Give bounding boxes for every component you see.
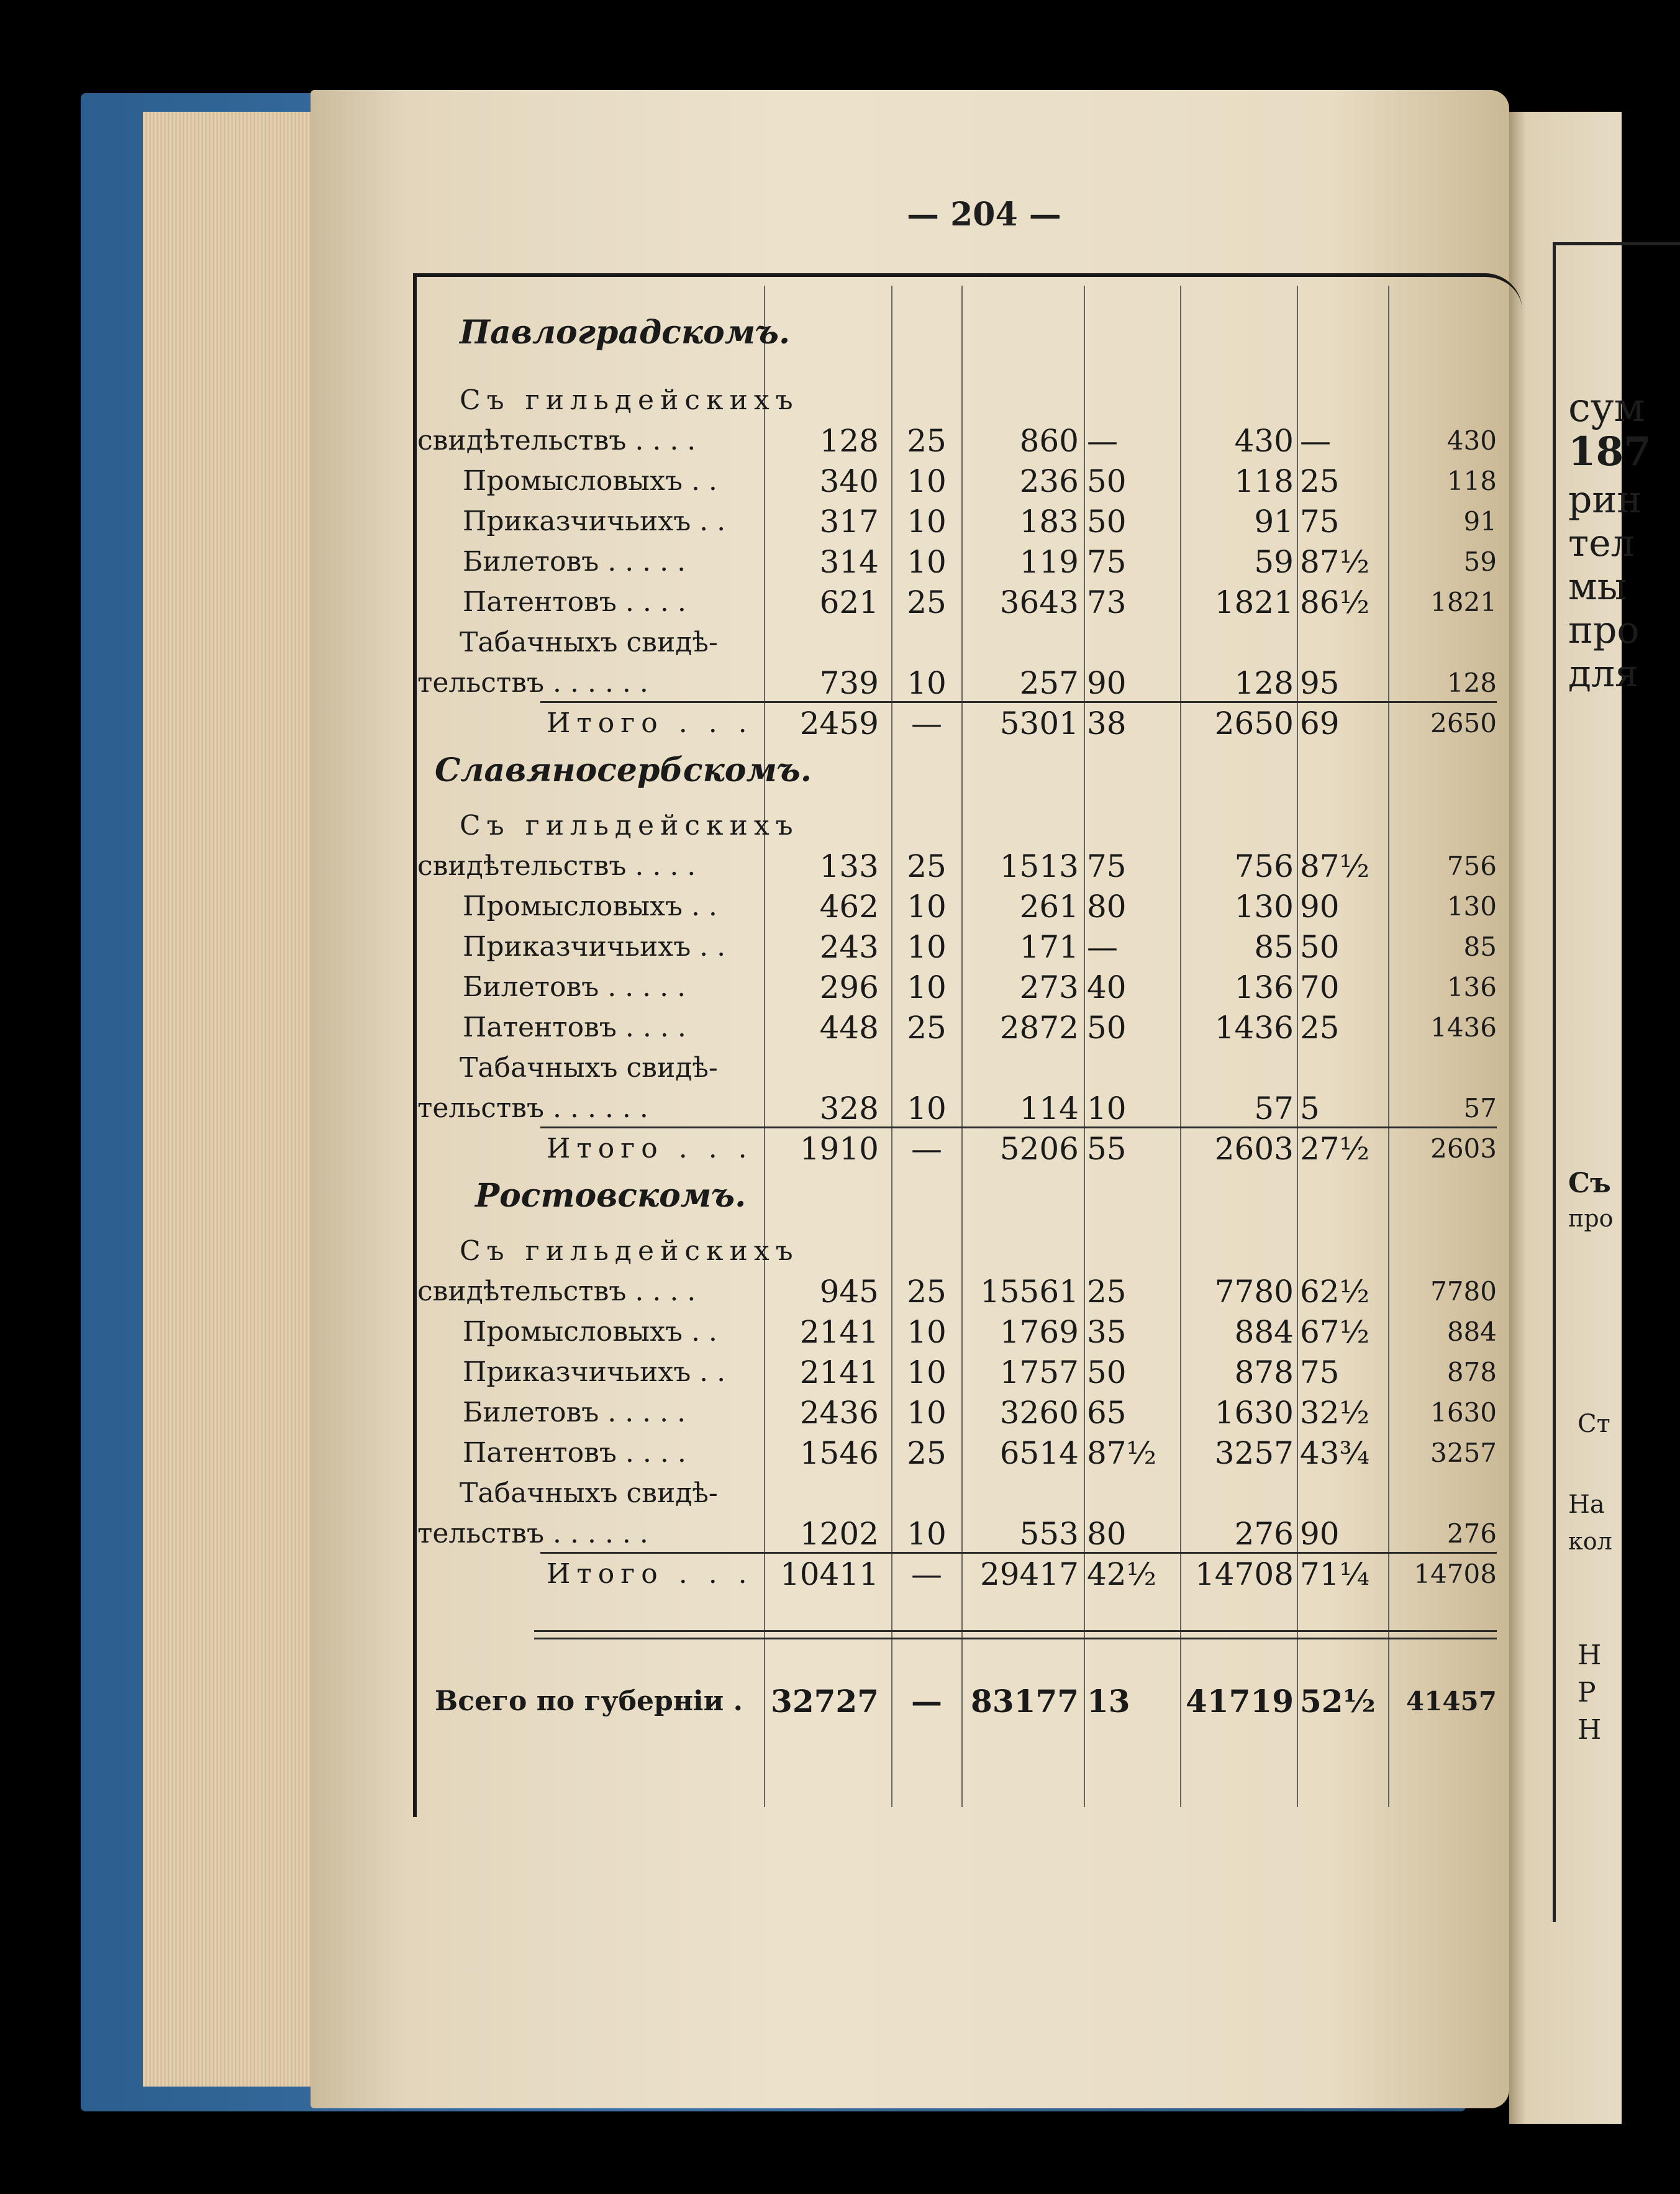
table-cell: — [1300, 423, 1331, 459]
facing-fragment: сум [1568, 385, 1645, 431]
table-cell: 10 [907, 1090, 947, 1126]
facing-fragment: рин [1568, 478, 1642, 522]
table-cell: 86½ [1300, 584, 1370, 620]
table-cell: 13 [1087, 1683, 1130, 1720]
table-cell: 878 [1446, 1357, 1497, 1387]
table-cell: 878 [1234, 1354, 1294, 1390]
table-cell: 328 [819, 1090, 879, 1126]
table-cell: 1910 [799, 1131, 879, 1167]
table-cell: 136 [1234, 969, 1294, 1005]
table-cell: 2650 [1430, 708, 1497, 738]
table-cell: 83177 [971, 1683, 1079, 1720]
facing-fragment: про [1568, 1205, 1614, 1232]
table-cell: 171 [1019, 929, 1079, 965]
table-cell: 67½ [1300, 1314, 1370, 1350]
table-row [0, 1009, 1622, 1046]
table-cell: 340 [819, 463, 879, 499]
table-cell: 85 [1254, 929, 1294, 965]
table-cell: 75 [1300, 504, 1340, 540]
table-cell: 1630 [1214, 1395, 1294, 1431]
table-cell: 430 [1446, 425, 1497, 456]
table-cell: 80 [1087, 889, 1127, 925]
table-cell: 1821 [1214, 584, 1294, 620]
table-cell: 621 [819, 584, 879, 620]
table-cell: 57 [1463, 1093, 1497, 1123]
table-cell: 90 [1087, 665, 1127, 701]
facing-fragment: мы [1568, 565, 1627, 609]
table-cell: 25 [907, 423, 947, 459]
table-cell: 2141 [799, 1314, 879, 1350]
row-label: Итого . . . [547, 1133, 753, 1164]
table-cell: 25 [907, 584, 947, 620]
table-cell: 5206 [999, 1131, 1079, 1167]
table-cell: 75 [1087, 848, 1127, 884]
table-row [0, 584, 1622, 621]
row-label: Приказчичьихъ . . [463, 931, 726, 963]
table-row [0, 928, 1622, 966]
table-cell: 1436 [1430, 1012, 1497, 1043]
table-row [0, 1435, 1622, 1472]
total-row [0, 1130, 1622, 1167]
table-cell: 10 [907, 889, 947, 925]
row-label: свидѣтельствъ . . . . [417, 425, 696, 456]
table-cell: 296 [819, 969, 879, 1005]
facing-fragment: для [1568, 652, 1638, 696]
table-cell: 10 [907, 1516, 947, 1552]
table-cell: 38 [1087, 705, 1127, 741]
table-cell: 945 [819, 1274, 879, 1310]
table-cell: 50 [1087, 1354, 1127, 1390]
table-cell: 80 [1087, 1516, 1127, 1552]
table-cell: 1769 [999, 1314, 1079, 1350]
table-cell: 10 [907, 1314, 947, 1350]
table-row [0, 848, 1622, 885]
table-cell: 25 [1087, 1274, 1127, 1310]
row-label: Билетовъ . . . . . [463, 1397, 686, 1428]
table-cell: 70 [1300, 969, 1340, 1005]
table-cell: 236 [1019, 463, 1079, 499]
table-cell: 448 [819, 1010, 879, 1046]
table-cell: 118 [1446, 466, 1497, 496]
table-cell: 756 [1446, 851, 1497, 881]
table-cell: 27½ [1300, 1131, 1370, 1167]
table-row [0, 1233, 1622, 1270]
table-row [0, 969, 1622, 1006]
table-cell: 10 [907, 463, 947, 499]
table-cell: 73 [1087, 584, 1127, 620]
table-row [0, 624, 1622, 661]
table-cell: 183 [1019, 504, 1079, 540]
table-cell: 40 [1087, 969, 1127, 1005]
facing-fragment: На [1568, 1490, 1605, 1519]
grand-total-rule [534, 1630, 1497, 1632]
table-cell: 25 [1300, 1010, 1340, 1046]
table-cell: 32½ [1300, 1395, 1370, 1431]
table-cell: 10 [907, 929, 947, 965]
total-rule [540, 1552, 1497, 1554]
table-row [0, 1273, 1622, 1310]
row-label: Табачныхъ свидѣ- [460, 627, 718, 658]
row-label: Итого . . . [547, 1558, 753, 1590]
table-cell: 6514 [999, 1435, 1079, 1471]
row-label: Всего по губерніи . [435, 1685, 743, 1717]
table-cell: 3643 [999, 584, 1079, 620]
table-cell: 87½ [1300, 848, 1370, 884]
row-label: свидѣтельствъ . . . . [417, 1276, 696, 1307]
table-cell: 65 [1087, 1395, 1127, 1431]
row-label: Съ гильдейскихъ [460, 810, 799, 841]
facing-fragment: Р [1578, 1677, 1596, 1708]
row-label: Патентовъ . . . . [463, 586, 686, 618]
facing-fragment: кол [1568, 1528, 1612, 1555]
table-cell: 7780 [1430, 1276, 1497, 1307]
row-label: Патентовъ . . . . [463, 1012, 686, 1043]
table-cell: 1630 [1430, 1397, 1497, 1428]
section-title: Славяносербскомъ. [435, 751, 812, 789]
table-cell: 75 [1300, 1354, 1340, 1390]
table-cell: 133 [819, 848, 879, 884]
table-cell: 2141 [799, 1354, 879, 1390]
table-cell: 87½ [1300, 544, 1370, 580]
table-cell: 130 [1446, 891, 1497, 922]
table-row [0, 1313, 1622, 1351]
table-cell: 128 [1446, 668, 1497, 698]
table-cell: 10 [907, 504, 947, 540]
table-row [0, 1090, 1622, 1127]
table-cell: — [1087, 929, 1118, 965]
table-cell: 25 [1300, 463, 1340, 499]
table-cell: 41719 [1186, 1683, 1294, 1720]
table-cell: — [1087, 423, 1118, 459]
table-cell: 860 [1019, 423, 1079, 459]
table-row [0, 382, 1622, 419]
table-row [0, 1515, 1622, 1553]
row-label: Промысловыхъ . . [463, 891, 717, 922]
facing-fragment: Съ [1568, 1167, 1611, 1199]
table-cell: 756 [1234, 848, 1294, 884]
table-cell: 118 [1234, 463, 1294, 499]
table-row [0, 664, 1622, 702]
table-cell: 7780 [1214, 1274, 1294, 1310]
table-cell: 14708 [1194, 1556, 1294, 1592]
facing-fragment: Н [1578, 1639, 1602, 1671]
table-row [0, 543, 1622, 581]
row-label: Промысловыхъ . . [463, 1316, 717, 1348]
facing-fragment: про [1568, 609, 1640, 652]
table-cell: 50 [1087, 504, 1127, 540]
table-cell: 42½ [1087, 1556, 1157, 1592]
table-cell: 50 [1300, 929, 1340, 965]
table-cell: 15561 [979, 1274, 1079, 1310]
table-cell: 10411 [779, 1556, 879, 1592]
table-cell: 3260 [999, 1395, 1079, 1431]
table-cell: 25 [907, 1274, 947, 1310]
table-cell: 35 [1087, 1314, 1127, 1350]
table-cell: 2872 [999, 1010, 1079, 1046]
facing-fragment: Ст [1578, 1410, 1610, 1438]
table-cell: 14708 [1414, 1559, 1497, 1589]
table-cell: 69 [1300, 705, 1340, 741]
table-cell: 1821 [1430, 587, 1497, 617]
row-label: Патентовъ . . . . [463, 1437, 686, 1469]
row-label: тельствъ . . . . . . [417, 667, 648, 699]
table-cell: 2459 [799, 705, 879, 741]
row-label: Табачныхъ свидѣ- [460, 1477, 718, 1509]
row-label: Приказчичьихъ . . [463, 1356, 726, 1388]
table-row [0, 503, 1622, 540]
table-cell: 29417 [979, 1556, 1079, 1592]
table-cell: 2650 [1214, 705, 1294, 741]
table-cell: 1202 [799, 1516, 879, 1552]
table-cell: 276 [1446, 1518, 1497, 1549]
table-cell: 1513 [999, 848, 1079, 884]
row-label: Табачныхъ свидѣ- [460, 1052, 718, 1084]
facing-fragment: Н [1578, 1714, 1602, 1746]
table-cell: 59 [1463, 546, 1497, 577]
row-label: Приказчичьихъ . . [463, 505, 726, 537]
table-cell: 317 [819, 504, 879, 540]
table-row [0, 807, 1622, 845]
table-cell: 243 [819, 929, 879, 965]
table-cell: 91 [1463, 506, 1497, 537]
section-title: Павлоградскомъ. [460, 314, 791, 351]
table-cell: 25 [907, 848, 947, 884]
table-cell: 71¼ [1300, 1556, 1370, 1592]
table-cell: 2436 [799, 1395, 879, 1431]
table-cell: 55 [1087, 1131, 1127, 1167]
row-label: свидѣтельствъ . . . . [417, 850, 696, 882]
table-cell: 95 [1300, 665, 1340, 701]
table-row [0, 888, 1622, 925]
table-cell: 128 [819, 423, 879, 459]
table-cell: 3257 [1214, 1435, 1294, 1471]
table-cell: 85 [1463, 932, 1497, 962]
table-cell: 50 [1087, 1010, 1127, 1046]
table-cell: 10 [907, 665, 947, 701]
table-row [0, 1394, 1622, 1431]
table-cell: 114 [1019, 1090, 1079, 1126]
table-cell: 5 [1300, 1090, 1320, 1126]
table-cell: 1436 [1214, 1010, 1294, 1046]
table-cell: 43¾ [1300, 1435, 1370, 1471]
grand-total-row [0, 1683, 1622, 1720]
table-cell: 57 [1254, 1090, 1294, 1126]
total-row [0, 705, 1622, 742]
table-cell: 25 [907, 1435, 947, 1471]
row-label: Съ гильдейскихъ [460, 384, 799, 416]
grand-total-rule [534, 1638, 1497, 1639]
table-cell: 462 [819, 889, 879, 925]
table-cell: 5301 [999, 705, 1079, 741]
facing-fragment: тел [1568, 522, 1635, 565]
table-cell: 430 [1234, 423, 1294, 459]
table-cell: 739 [819, 665, 879, 701]
table-cell: 136 [1446, 972, 1497, 1002]
table-row [0, 1049, 1622, 1087]
table-cell: 2603 [1430, 1133, 1497, 1164]
table-cell: — [911, 1683, 942, 1720]
row-label: Итого . . . [547, 707, 753, 739]
row-label: Билетовъ . . . . . [463, 546, 686, 578]
table-cell: 276 [1234, 1516, 1294, 1552]
row-label: Билетовъ . . . . . [463, 971, 686, 1003]
table-cell: 119 [1019, 544, 1079, 580]
table-cell: 41457 [1405, 1686, 1497, 1716]
table-cell: 10 [907, 544, 947, 580]
table-cell: 3257 [1430, 1438, 1497, 1468]
table-row [0, 1475, 1622, 1512]
row-label: тельствъ . . . . . . [417, 1518, 648, 1549]
total-rule [540, 1126, 1497, 1128]
table-cell: 75 [1087, 544, 1127, 580]
row-label: Промысловыхъ . . [463, 465, 717, 497]
table-cell: 90 [1300, 1516, 1340, 1552]
table-cell: 1546 [799, 1435, 879, 1471]
table-cell: 10 [1087, 1090, 1127, 1126]
table-cell: 87½ [1087, 1435, 1157, 1471]
table-cell: 2603 [1214, 1131, 1294, 1167]
table-row [0, 463, 1622, 500]
table-cell: 314 [819, 544, 879, 580]
table-cell: 10 [907, 1395, 947, 1431]
row-label: Съ гильдейскихъ [460, 1235, 799, 1267]
table-cell: 50 [1087, 463, 1127, 499]
table-cell: 261 [1019, 889, 1079, 925]
table-cell: 91 [1254, 504, 1294, 540]
section-title: Ростовскомъ. [475, 1177, 747, 1215]
table-cell: 884 [1234, 1314, 1294, 1350]
table-cell: — [911, 1131, 942, 1167]
table-cell: 62½ [1300, 1274, 1370, 1310]
table-cell: — [911, 705, 942, 741]
total-row [0, 1556, 1622, 1593]
row-label: тельствъ . . . . . . [417, 1092, 648, 1124]
table-cell: — [911, 1556, 942, 1592]
table-cell: 128 [1234, 665, 1294, 701]
table-cell: 25 [907, 1010, 947, 1046]
page-number: — 204 — [907, 196, 1061, 233]
table-cell: 10 [907, 969, 947, 1005]
table-cell: 59 [1254, 544, 1294, 580]
table-cell: 1757 [999, 1354, 1079, 1390]
facing-fragment: 187 [1568, 428, 1651, 475]
table-cell: 273 [1019, 969, 1079, 1005]
table-cell: 130 [1234, 889, 1294, 925]
table-cell: 257 [1019, 665, 1079, 701]
table-row [0, 422, 1622, 460]
table-cell: 90 [1300, 889, 1340, 925]
total-rule [540, 701, 1497, 703]
table-cell: 32727 [771, 1683, 879, 1720]
table-cell: 884 [1446, 1317, 1497, 1347]
table-cell: 10 [907, 1354, 947, 1390]
table-cell: 553 [1019, 1516, 1079, 1552]
table-cell: 52½ [1300, 1683, 1376, 1720]
table-row [0, 1354, 1622, 1391]
